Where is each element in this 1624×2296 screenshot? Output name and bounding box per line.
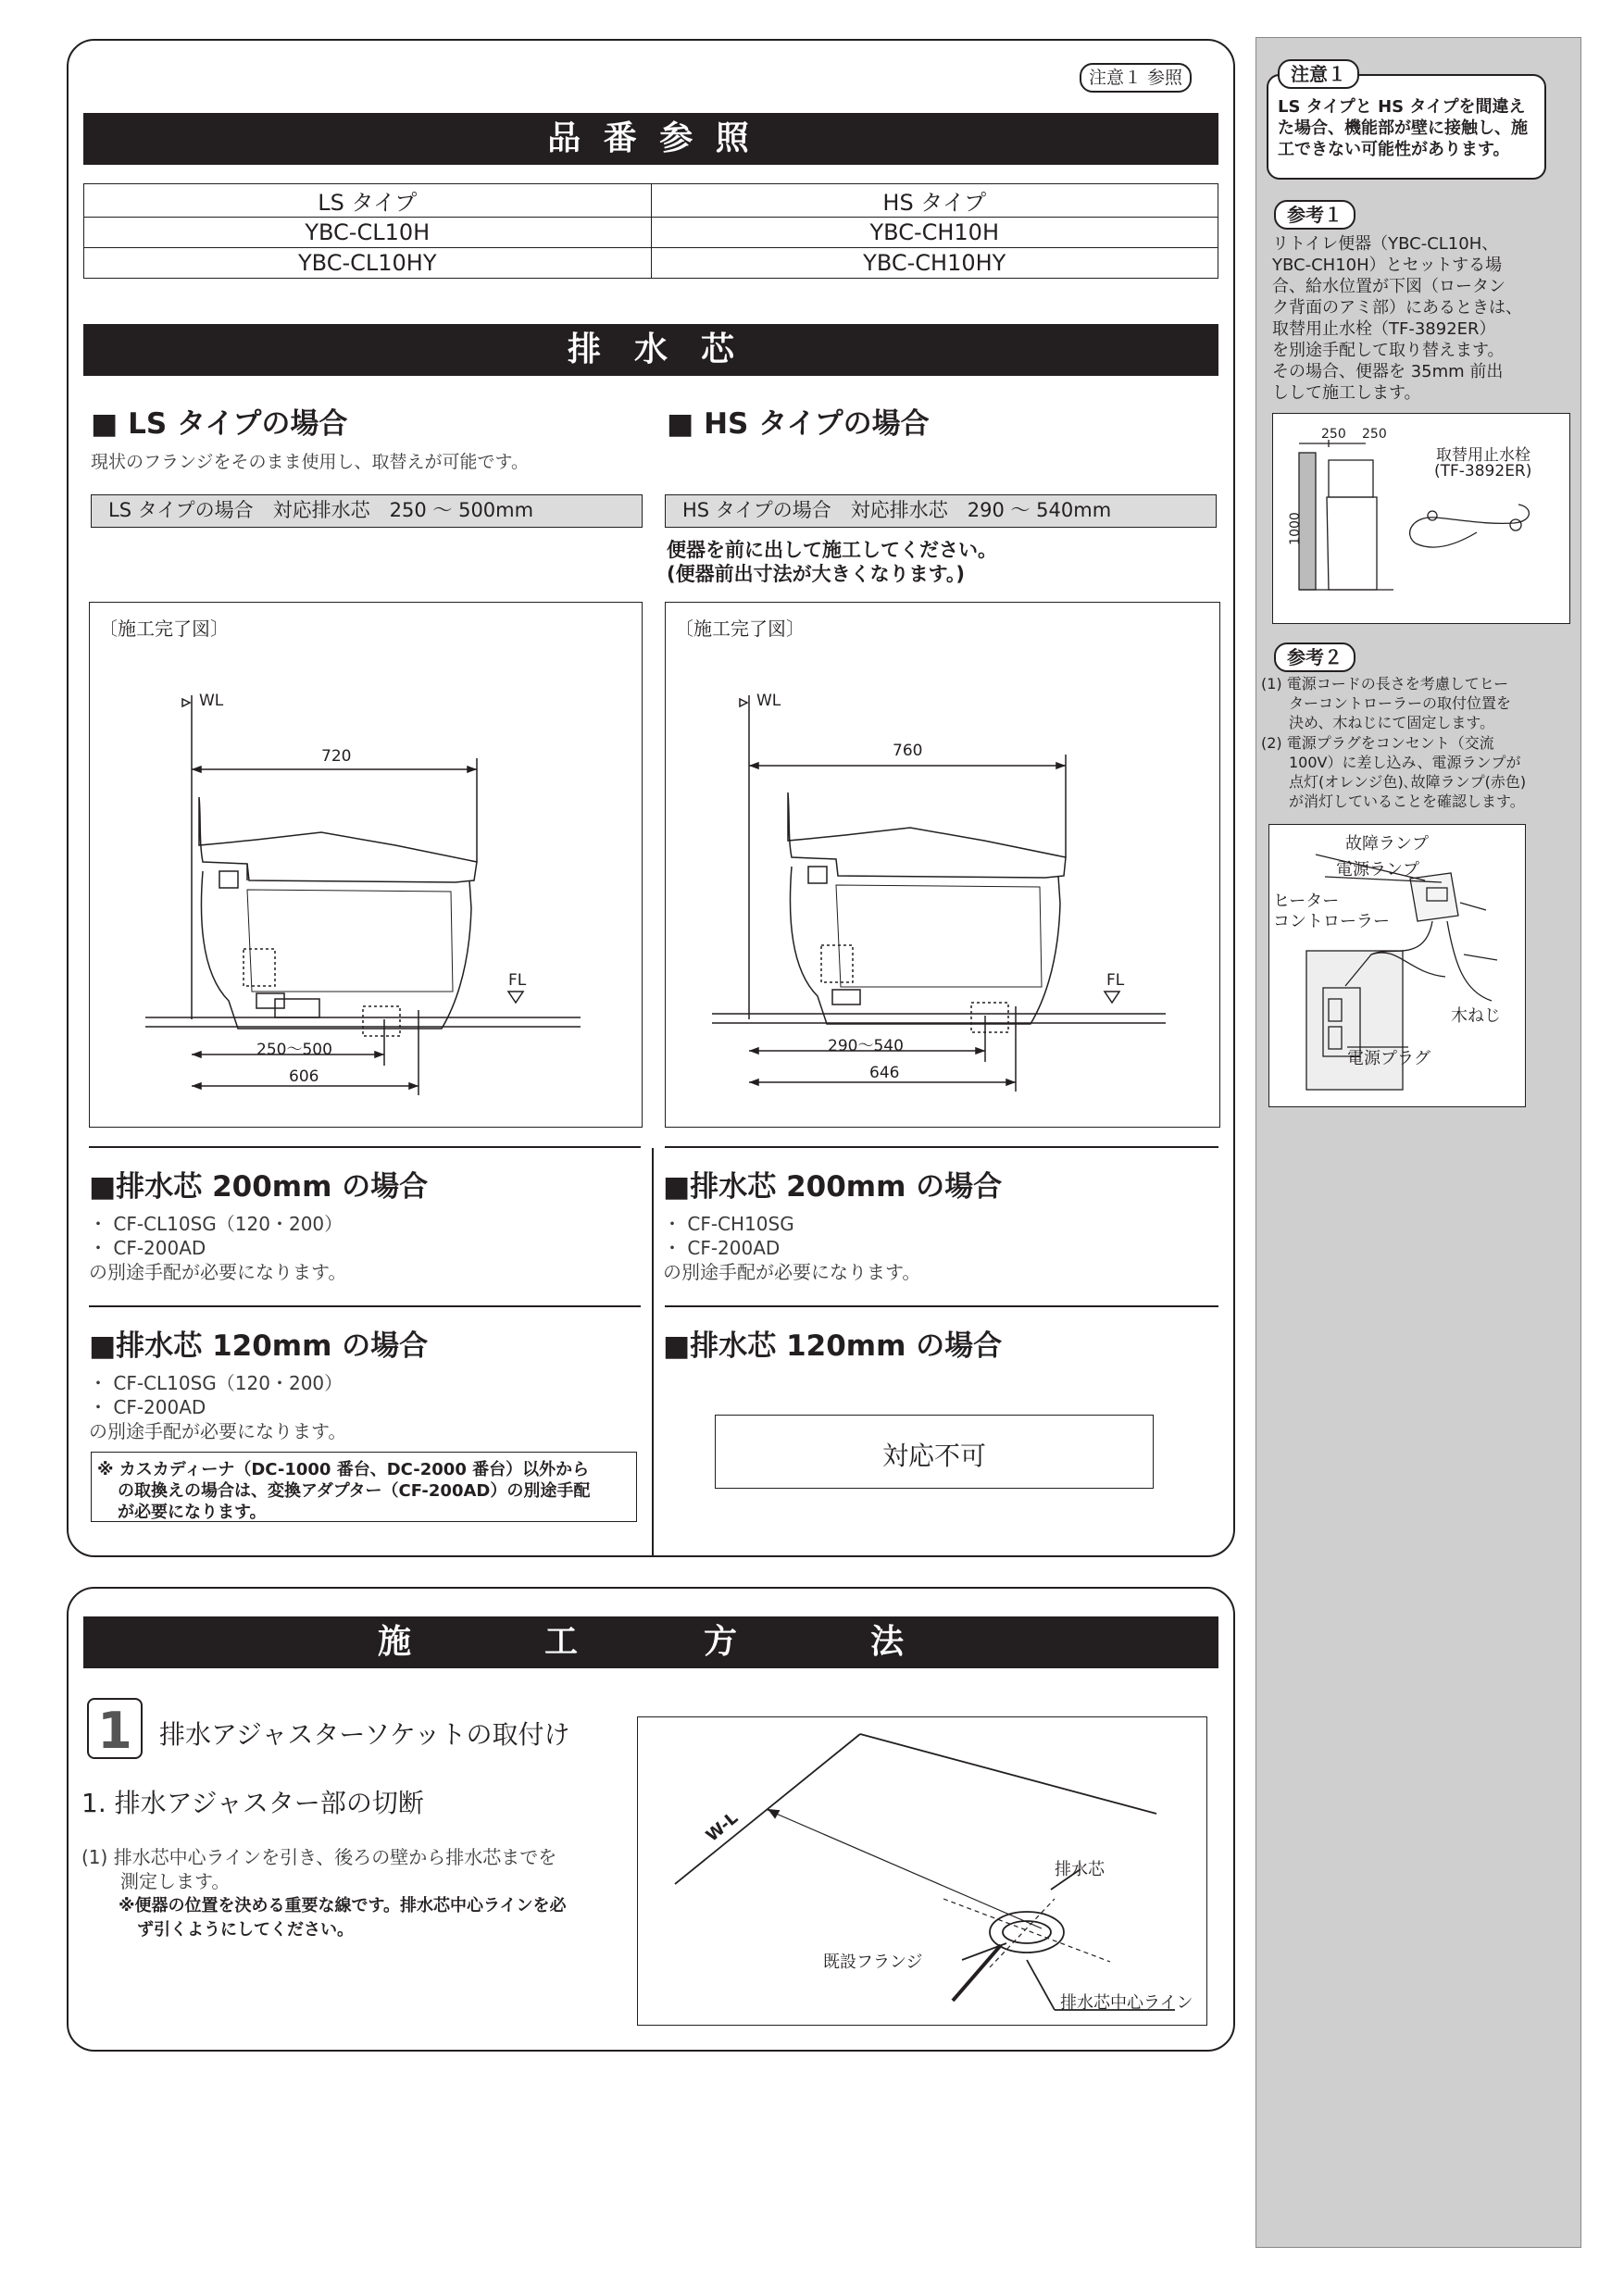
ls-120mm-line: ・ CF-CL10SG（120・200） xyxy=(89,1372,344,1394)
reference-1-figure xyxy=(1272,413,1570,624)
drain-center-label: 排水芯 xyxy=(1055,1860,1105,1879)
reference-2-line: が消灯していることを確認します。 xyxy=(1289,792,1525,810)
ls-toilet-drawing xyxy=(90,603,642,1127)
dim-250-500: 250〜500 xyxy=(256,1041,332,1059)
step-note-1b: ず引くようにしてください。 xyxy=(137,1920,354,1940)
caution-1-line: LS タイプと HS タイプを間違え xyxy=(1278,97,1526,117)
figure-title: 〔施工完了図〕 xyxy=(99,618,229,640)
wl-label: WL xyxy=(199,692,224,710)
wl-label: W-L xyxy=(702,1808,743,1846)
note-line: の取換えの場合は、変換アダプター（CF-200AD）の別途手配 xyxy=(118,1481,591,1501)
ls-200mm-heading: ■排水芯 200mm の場合 xyxy=(89,1170,429,1204)
hs-120mm-heading: ■排水芯 120mm の場合 xyxy=(663,1329,1003,1363)
table-row: YBC-CL10H YBC-CH10H xyxy=(84,218,1218,248)
ls-120mm-note-box xyxy=(91,1452,637,1522)
power-plug-label: 電源プラグ xyxy=(1347,1049,1430,1068)
ls-drain-range-bar: LS タイプの場合 対応排水芯 250 〜 500mm xyxy=(91,494,643,528)
ls-120mm-line: ・ CF-200AD xyxy=(89,1396,206,1418)
caution-reference-tag: 注意１ 参照 xyxy=(1080,63,1192,93)
drain-centerline-figure xyxy=(637,1716,1207,2026)
reference-2-line: 点灯(オレンジ色)､故障ランプ(赤色) xyxy=(1289,773,1527,791)
step-para-1b: 測定します。 xyxy=(120,1870,231,1892)
hs-instruction-2: (便器前出寸法が大きくなります。) xyxy=(667,563,966,585)
reference-1-line: 取替用止水栓（TF-3892ER） xyxy=(1272,319,1496,339)
reference-1-label: 参考１ xyxy=(1274,200,1355,230)
ls-200mm-line: の別途手配が必要になります。 xyxy=(89,1261,347,1283)
hs-toilet-drawing xyxy=(666,603,1219,1127)
table-row: LS タイプ HS タイプ xyxy=(84,184,1218,218)
note-line: ※ カスカディーナ（DC-1000 番台、DC-2000 番台）以外から xyxy=(97,1460,590,1479)
ls-type-heading: ■ LS タイプの場合 xyxy=(91,407,348,441)
reference-2-line: (1) 電源コードの長さを考慮してヒー xyxy=(1261,675,1509,693)
reference-1-line: YBC-CH10H）とセットする場 xyxy=(1272,256,1503,275)
caution-1-line: 工できない可能性があります。 xyxy=(1278,140,1510,159)
dim-290-540: 290〜540 xyxy=(828,1037,904,1055)
row-divider-2 xyxy=(89,1305,641,1307)
reference-1-line: その場合、便器を 35mm 前出 xyxy=(1272,362,1504,381)
fault-lamp-label: 故障ランプ xyxy=(1345,834,1429,854)
hs-installation-figure xyxy=(665,602,1220,1128)
ls-200mm-line: ・ CF-CL10SG（120・200） xyxy=(89,1213,344,1235)
hs-200mm-line: ・ CF-200AD xyxy=(663,1237,781,1259)
reference-2-figure xyxy=(1268,824,1526,1107)
reference-2-label: 参考２ xyxy=(1274,643,1355,672)
hs-type-heading: ■ HS タイプの場合 xyxy=(667,407,930,441)
fl-label: FL xyxy=(1106,971,1125,990)
dim-720: 720 xyxy=(321,747,352,766)
dim-250-b: 250 xyxy=(1362,427,1387,442)
ls-200mm-line: ・ CF-200AD xyxy=(89,1237,206,1259)
heater-label-2: コントローラー xyxy=(1273,912,1390,931)
power-lamp-label: 電源ランプ xyxy=(1336,860,1419,880)
heater-label-1: ヒーター xyxy=(1273,892,1340,911)
reference-2-line: 100V）に差し込み、電源ランプが xyxy=(1289,754,1521,771)
hs-200mm-line: の別途手配が必要になります。 xyxy=(663,1261,921,1283)
row-divider-1 xyxy=(89,1146,641,1148)
fl-label: FL xyxy=(508,971,527,990)
dim-606: 606 xyxy=(289,1067,319,1086)
caution-1-line: た場合、機能部が壁に接触し、施 xyxy=(1278,119,1528,138)
step-para-1a: (1) 排水芯中心ラインを引き、後ろの壁から排水芯までを xyxy=(81,1846,557,1868)
not-supported-text: 対応不可 xyxy=(881,1441,986,1471)
ls-type-description: 現状のフランジをそのまま使用し、取替えが可能です。 xyxy=(91,452,530,472)
section-title-part-number: 品 番 参 照 xyxy=(83,113,1218,165)
reference-1-line: を別途手配して取り替えます。 xyxy=(1272,341,1505,360)
part-number: (TF-3892ER) xyxy=(1434,462,1532,480)
not-supported-box xyxy=(715,1415,1154,1489)
part-number-table xyxy=(83,183,1218,279)
figure-title: 〔施工完了図〕 xyxy=(675,618,805,640)
wl-label: WL xyxy=(756,692,781,710)
reference-1-line: ク背面のアミ部）にあるときは、 xyxy=(1272,298,1522,318)
dim-760: 760 xyxy=(893,742,923,760)
section-title-installation: 施 工 方 法 xyxy=(83,1616,1218,1668)
ls-installation-figure xyxy=(89,602,643,1128)
hs-200mm-line: ・ CF-CH10SG xyxy=(663,1213,794,1235)
ls-120mm-line: の別途手配が必要になります。 xyxy=(89,1420,347,1442)
step-title: 排水アジャスターソケットの取付け xyxy=(159,1719,570,1750)
reference-2-line: (2) 電源プラグをコンセント（交流 xyxy=(1261,734,1494,752)
ls-120mm-heading: ■排水芯 120mm の場合 xyxy=(89,1329,429,1363)
wood-screw-label: 木ねじ xyxy=(1451,1006,1501,1026)
hs-drain-range-bar: HS タイプの場合 対応排水芯 290 〜 540mm xyxy=(665,494,1217,528)
reference-1-line: 合、給水位置が下図（ロータン xyxy=(1272,277,1505,296)
dim-1000: 1000 xyxy=(1287,512,1303,545)
reference-1-line: しして施工します。 xyxy=(1272,383,1421,403)
reference-2-line: ターコントローラーの取付位置を xyxy=(1289,694,1512,712)
row-divider-1b xyxy=(665,1146,1218,1148)
row-divider-2b xyxy=(665,1305,1218,1307)
reference-1-line: リトイレ便器（YBC-CL10H、 xyxy=(1272,234,1499,254)
hs-instruction-1: 便器を前に出して施工してください。 xyxy=(667,539,997,561)
hs-200mm-heading: ■排水芯 200mm の場合 xyxy=(663,1170,1003,1204)
floor-drawing xyxy=(638,1717,1206,2025)
step-number-badge: 1 xyxy=(87,1698,143,1759)
step-subtitle: 1. 排水アジャスター部の切断 xyxy=(81,1788,424,1818)
reference-2-line: 決め、木ねじにて固定します。 xyxy=(1289,714,1495,731)
part-name: 取替用止水栓 xyxy=(1436,446,1530,465)
step-note-1a: ※便器の位置を決める重要な線です。排水芯中心ラインを必 xyxy=(119,1896,567,1915)
caution-1-label: 注意１ xyxy=(1278,59,1359,89)
table-row: YBC-CL10HY YBC-CH10HY xyxy=(84,248,1218,279)
existing-flange-label: 既設フランジ xyxy=(823,1953,923,1972)
drain-centerline-label: 排水芯中心ライン xyxy=(1060,1993,1193,2013)
section-title-drain-center: 排 水 芯 xyxy=(83,324,1218,376)
dim-646: 646 xyxy=(869,1064,900,1082)
dim-250-a: 250 xyxy=(1321,427,1346,442)
column-divider xyxy=(652,1148,654,1555)
note-line: が必要になります。 xyxy=(118,1503,267,1522)
